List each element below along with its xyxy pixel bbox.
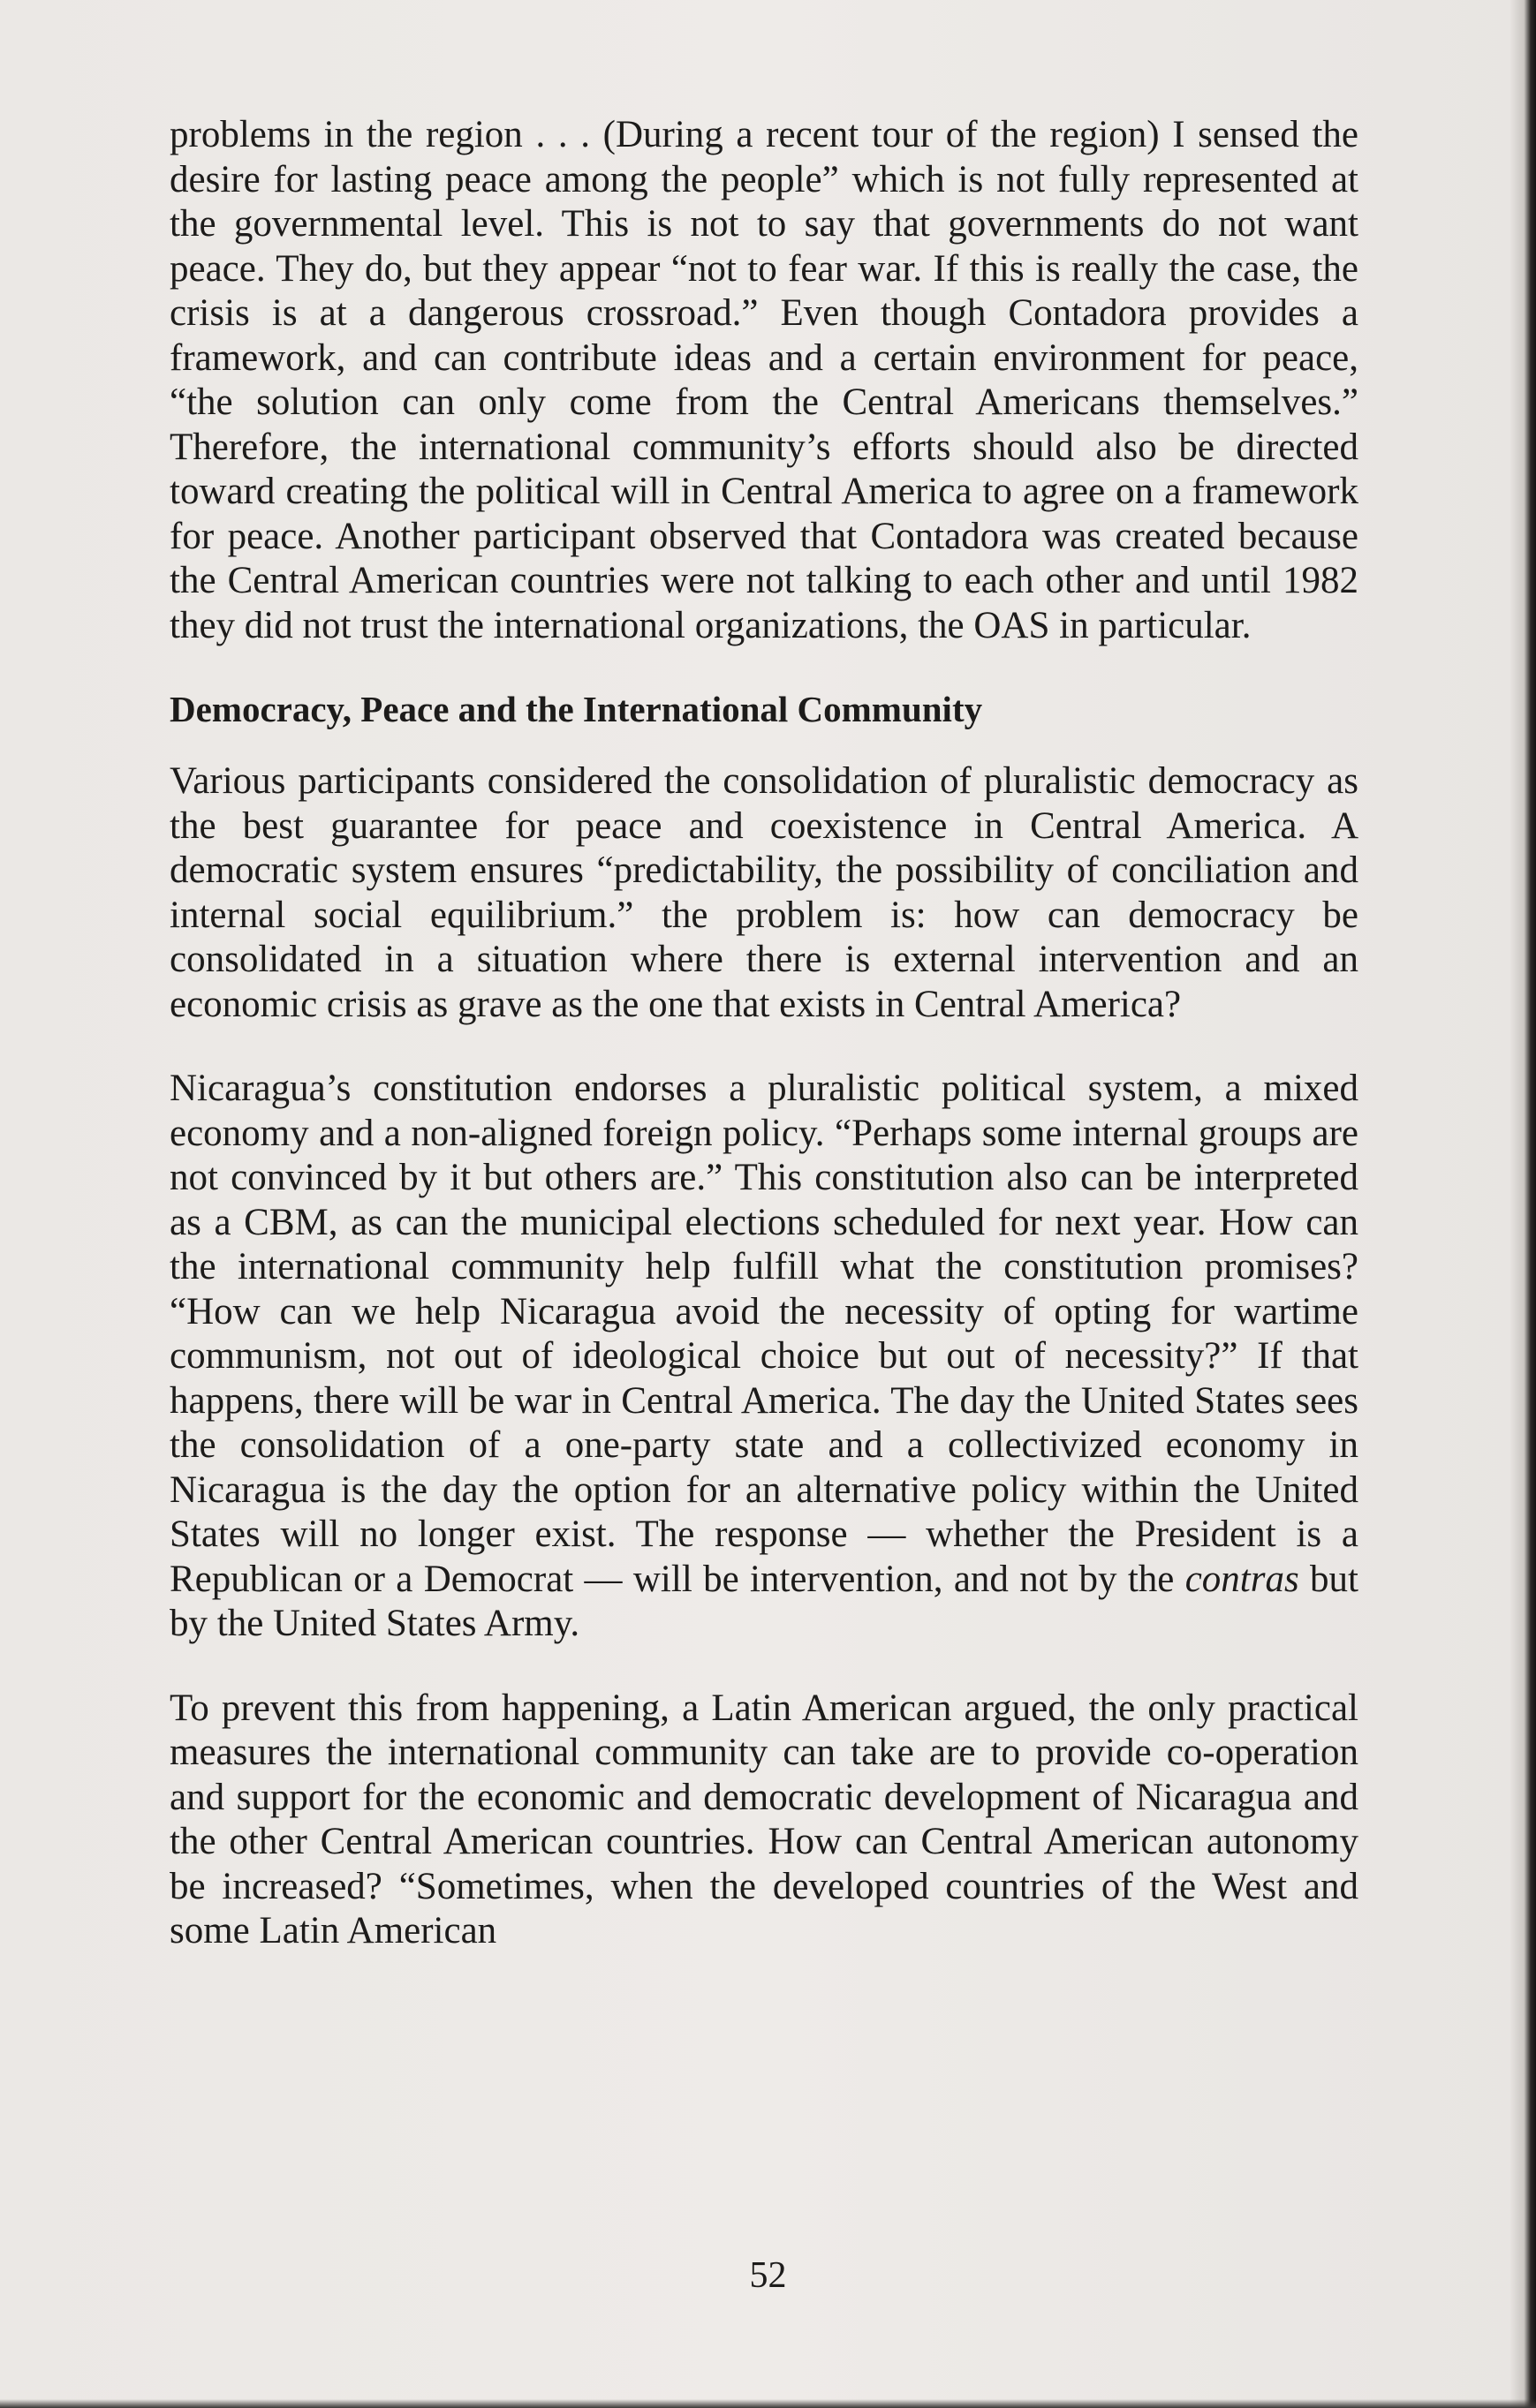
text-column bbox=[170, 113, 1358, 1954]
paragraph-3-text-start: Nicaragua’s constitution endorses a pluralistic political system, a mixed economy and a non-aligned foreign policy. “Perhaps some internal groups are not convinced by it but others are.” This constitution also can be interpreted as a CBM, as can the municipal elections scheduled for next year. How can the international community help fulfill what the constitution promises? “How can we help Nicaragua avoid the necessity of opting for wartime communism, not out of ideological choice but out of necessity?” If that happens, there will be war in Central America. The day the United States sees the consolidation of a one-party state and a collectivized economy in Nicaragua is the day the option for an alternative policy within the United States will no longer exist. The response — whether the President is a Republican or a Democrat — will be intervention, and not by the bbox=[170, 1068, 1358, 1600]
paragraph-2: Various participants considered the consolidation of pluralistic democracy as the best guarantee for peace and coexistence in Central America. A democratic system ensures “predictability, the possibility of conciliation and internal social equilibrium.” the problem is: how can democracy be consolidated in a situation where there is external intervention and an economic crisis as grave as the one that exists in Central America? bbox=[170, 760, 1358, 1025]
page-bottom-shadow bbox=[0, 2399, 1536, 2408]
page-edge-shadow bbox=[1510, 0, 1536, 2408]
paragraph-3-text-end: but by the United States Army. bbox=[170, 1558, 1358, 1644]
paragraph-4: To prevent this from happening, a Latin American argued, the only practical measures the international community can take are to provide co-operation and support for the economic and democratic development of Nicaragua and the other Central American countries. How can Central American autonomy be increased? “Sometimes, when the developed countries of the West and some Latin American bbox=[170, 1687, 1358, 1951]
section-heading: Democracy, Peace and the International Community bbox=[170, 689, 983, 729]
page-number: 52 bbox=[749, 2255, 787, 2296]
paragraph-3 bbox=[170, 1067, 1358, 1647]
paragraph-1: problems in the region . . . (During a recent tour of the region) I sensed the desire for lasting peace among the people” which is not fully represented at the governmental level. This is not to say that governments do not want peace. They do, but they appear “not to fear war. If this is really the case, the crisis is at a dangerous crossroad.” Even though Contadora provides a framework, and can contribute ideas and a certain environment for peace, “the solution can only come from the Central Americans themselves.” Therefore, the international community’s efforts should also be directed toward creating the political will in Central America to agree on a framework for peace. Another participant observed that Contadora was created because the Central American countries were not talking to each other and until 1982 they did not trust the international organizations, the OAS in particular. bbox=[170, 114, 1358, 646]
paragraph-3-italic-term: contras bbox=[1184, 1558, 1299, 1600]
